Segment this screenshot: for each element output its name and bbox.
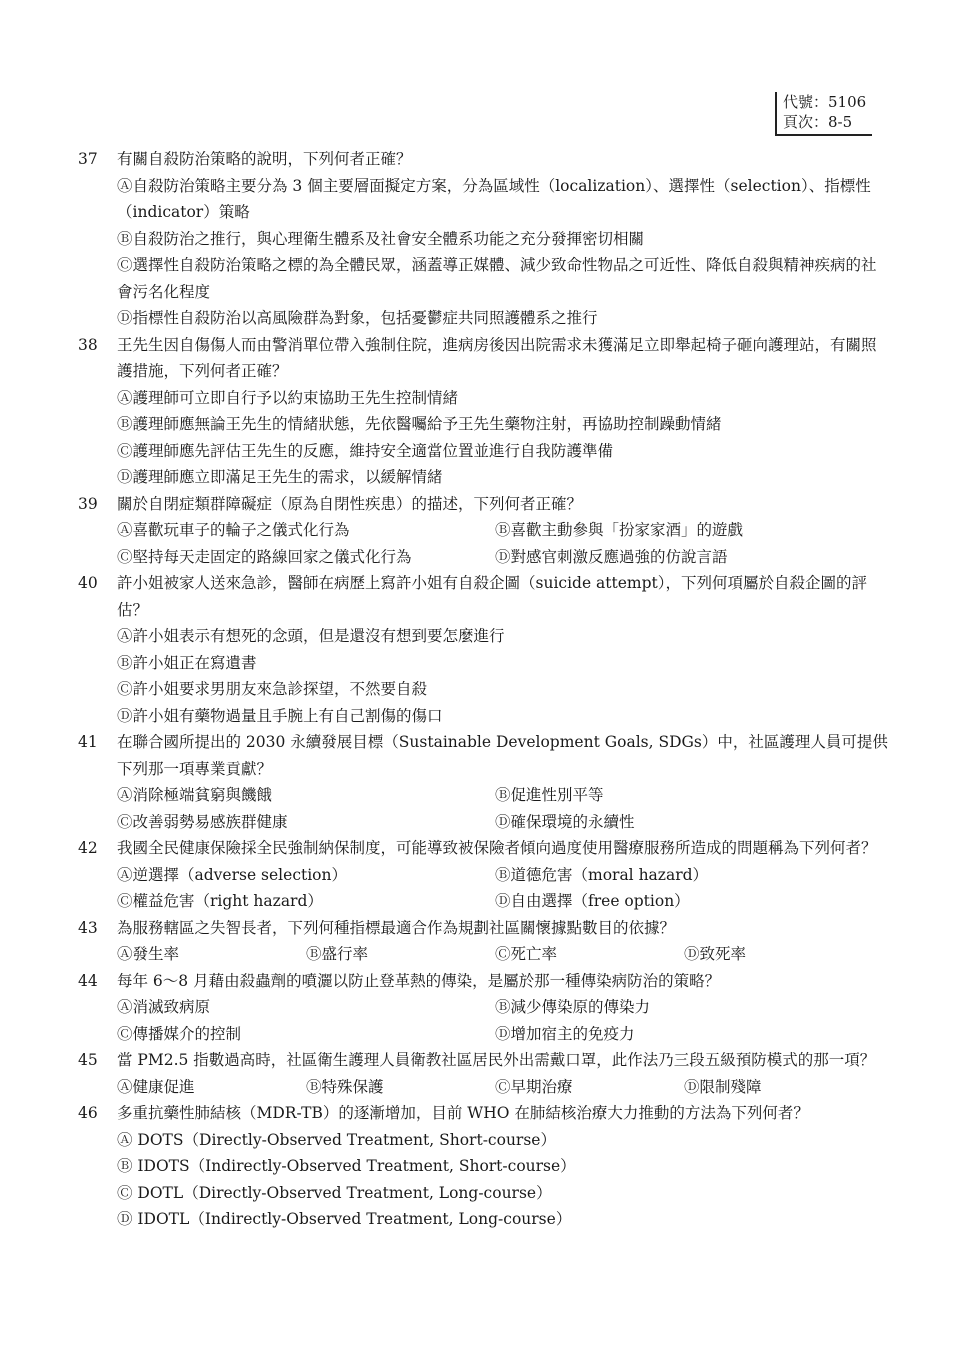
- question-41: [78, 729, 890, 835]
- option-d: Ⓓ致死率: [684, 945, 747, 963]
- option-b: Ⓑ促進性別平等: [495, 786, 604, 804]
- option-b: Ⓑ護理師應無論王先生的情緒狀態，先依醫囑給予王先生藥物注射，再協助控制躁動情緒: [117, 415, 722, 433]
- option-a: Ⓐ消滅致病原: [117, 998, 211, 1016]
- option-b: Ⓑ特殊保護: [306, 1077, 384, 1096]
- option-a: Ⓐ DOTS（Directly-Observed Treatment, Short-course）: [117, 1130, 556, 1149]
- question-number: 37: [78, 150, 98, 168]
- question-number: 39: [78, 494, 98, 513]
- option-c: Ⓒ死亡率: [495, 945, 558, 963]
- option-a: Ⓐ逆選擇（adverse selection）: [117, 865, 347, 884]
- question-44: [78, 968, 890, 1048]
- question-45: [78, 1047, 890, 1100]
- option-c: Ⓒ改善弱勢易感族群健康: [117, 812, 288, 831]
- question-43: [78, 915, 890, 968]
- question-number: 44: [78, 971, 98, 990]
- question-text: 為服務轄區之失智長者，下列何種指標最適合作為規劃社區關懷據點數目的依據？: [117, 918, 676, 937]
- option-a: Ⓐ護理師可立即自行予以約束協助王先生控制情緒: [117, 388, 459, 407]
- question-text: 在聯合國所提出的 2030 永續發展目標（Sustainable Development Goals, SDGs）中，社區護理人員可提供下列那一項專業貢獻？: [117, 733, 888, 778]
- option-d: Ⓓ自由選擇（free option）: [495, 892, 690, 910]
- question-text: 關於自閉症類群障礙症（原為自閉性疾患）的描述，下列何者正確？: [117, 494, 583, 513]
- option-d: Ⓓ對感官刺激反應過強的仿說言語: [495, 547, 728, 566]
- option-d: Ⓓ限制殘障: [684, 1077, 762, 1096]
- option-a: Ⓐ許小姐表示有想死的念頭，但是還沒有想到要怎麼進行: [117, 627, 505, 645]
- option-c: Ⓒ許小姐要求男朋友來急診探望，不然要自殺: [117, 680, 428, 698]
- option-d: Ⓓ護理師應立即滿足王先生的需求，以緩解情緒: [117, 468, 443, 486]
- option-c: Ⓒ DOTL（Directly-Observed Treatment, Long-course）: [117, 1183, 552, 1202]
- option-a: Ⓐ發生率: [117, 945, 180, 963]
- option-b: Ⓑ盛行率: [306, 945, 369, 963]
- option-b: Ⓑ喜歡主動參與「扮家家酒」的遊戲: [495, 521, 744, 539]
- option-a: Ⓐ消除極端貧窮與饑餓: [117, 786, 273, 804]
- option-c: Ⓒ傳播媒介的控制: [117, 1024, 242, 1043]
- option-c: Ⓒ護理師應先評估王先生的反應，維持安全適當位置並進行自我防護準備: [117, 441, 614, 460]
- option-c: Ⓒ早期治療: [495, 1077, 573, 1096]
- option-d: Ⓓ確保環境的永續性: [495, 812, 635, 831]
- option-c: Ⓒ權益危害（right hazard）: [117, 892, 323, 910]
- question-text: 我國全民健康保險採全民強制納保制度，可能導致被保險者傾向過度使用醫療服務所造成的問題稱為下列何者？: [117, 839, 877, 857]
- question-number: 40: [78, 574, 98, 592]
- question-text: 有關自殺防治策略的說明，下列何者正確？: [117, 150, 412, 168]
- option-b: Ⓑ許小姐正在寫遺書: [117, 653, 257, 672]
- question-number: 42: [78, 839, 98, 857]
- option-d: Ⓓ增加宿主的免疫力: [495, 1024, 635, 1043]
- question-text: 王先生因自傷傷人而由警消單位帶入強制住院，進病房後因出院需求未獲滿足立即舉起椅子砸向護理站，有關照護措施，下列何者正確？: [117, 335, 877, 380]
- option-a: Ⓐ喜歡玩車子的輪子之儀式化行為: [117, 521, 350, 539]
- question-40: [78, 570, 890, 729]
- option-a: Ⓐ自殺防治策略主要分為 3 個主要層面擬定方案，分為區域性（localization）、選擇性（selection）、指標性（indicator）策略: [117, 176, 871, 221]
- question-text: 當 PM2.5 指數過高時，社區衛生護理人員衛教社區居民外出需戴口罩，此作法乃三段五級預防模式的那一項？: [117, 1051, 876, 1069]
- option-c: Ⓒ堅持每天走固定的路線回家之儀式化行為: [117, 547, 412, 566]
- question-text: 多重抗藥性肺結核（MDR-TB）的逐漸增加，目前 WHO 在肺結核治療大力推動的方法為下列何者？: [117, 1104, 809, 1122]
- option-d: Ⓓ指標性自殺防治以高風險群為對象，包括憂鬱症共同照護體系之推行: [117, 309, 598, 327]
- option-a: Ⓐ健康促進: [117, 1077, 195, 1096]
- page-number: 頁次：8-5: [783, 113, 853, 131]
- question-number: 46: [78, 1104, 98, 1122]
- question-39: [78, 491, 890, 571]
- question-text: 每年 6～8 月藉由殺蟲劑的噴灑以防止登革熱的傳染，是屬於那一種傳染病防治的策略？: [117, 971, 721, 990]
- question-number: 38: [78, 335, 98, 354]
- question-number: 41: [78, 733, 98, 751]
- option-b: Ⓑ減少傳染原的傳染力: [495, 998, 651, 1016]
- question-38: [78, 332, 890, 491]
- question-number: 45: [78, 1051, 98, 1069]
- question-46: [78, 1100, 890, 1233]
- question-number: 43: [78, 918, 98, 937]
- question-37: [78, 146, 890, 332]
- option-b: Ⓑ自殺防治之推行，與心理衛生體系及社會安全體系功能之充分發揮密切相關: [117, 229, 645, 248]
- option-b: Ⓑ IDOTS（Indirectly-Observed Treatment, Short-course）: [117, 1157, 576, 1175]
- question-42: [78, 835, 890, 915]
- option-c: Ⓒ選擇性自殺防治策略之標的為全體民眾，涵蓋導正媒體、減少致命性物品之可近性、降低自殺與精神疾病的社會污名化程度: [117, 256, 877, 301]
- question-list: [78, 146, 890, 1233]
- option-d: Ⓓ IDOTL（Indirectly-Observed Treatment, Long-course）: [117, 1210, 572, 1228]
- question-text: 許小姐被家人送來急診，醫師在病歷上寫許小姐有自殺企圖（suicide attempt），下列何項屬於自殺企圖的評估？: [117, 574, 868, 619]
- exam-code: 代號：5106: [783, 93, 867, 111]
- option-b: Ⓑ道德危害（moral hazard）: [495, 865, 709, 884]
- option-d: Ⓓ許小姐有藥物過量且手腕上有自己割傷的傷口: [117, 706, 443, 725]
- exam-code-box: [775, 92, 872, 136]
